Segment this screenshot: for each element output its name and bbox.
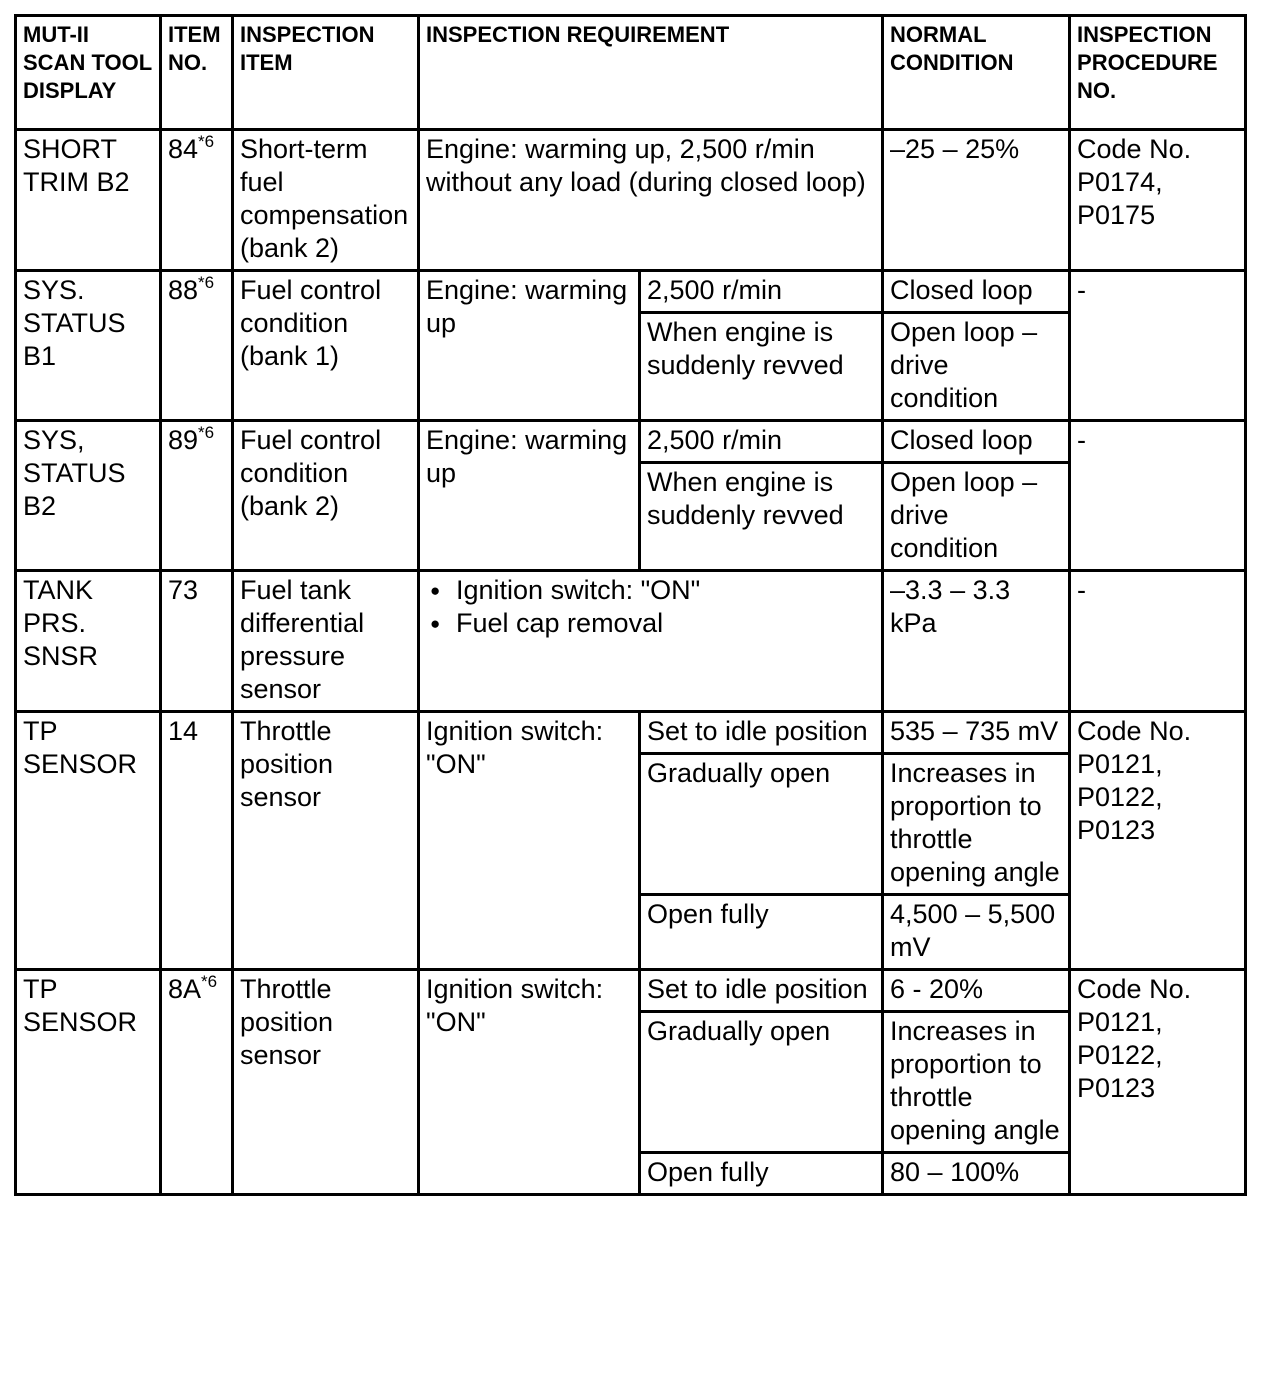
cell-item: Short-term fuel compensation (bank 2) — [233, 130, 419, 271]
cell-display: TANK PRS. SNSR — [16, 571, 161, 712]
cell-requirement: Engine: warming up, 2,500 r/min without any load (during closed loop) — [419, 130, 883, 271]
cell-normal: Closed loop — [883, 421, 1070, 463]
cell-normal: Increases in proportion to throttle opening angle — [883, 1012, 1070, 1153]
cell-display: TP SENSOR — [16, 712, 161, 970]
table-row — [16, 271, 1246, 313]
cell-requirement: Engine: warming up — [419, 271, 640, 421]
header-normal: NORMAL CONDITION — [883, 16, 1070, 130]
cell-item: Fuel tank differential pressure sensor — [233, 571, 419, 712]
cell-requirement — [419, 571, 883, 712]
cell-item-no: 89$^{*6}$ — [161, 421, 233, 571]
cell-item: Throttle position sensor — [233, 712, 419, 970]
cell-procedure: Code No. P0121, P0122, P0123 — [1070, 970, 1246, 1195]
cell-condition: When engine is suddenly revved — [640, 463, 883, 571]
cell-condition: When engine is suddenly revved — [640, 313, 883, 421]
cell-normal: –3.3 – 3.3 kPa — [883, 571, 1070, 712]
cell-procedure: Code No. P0121, P0122, P0123 — [1070, 712, 1246, 970]
cell-normal: Open loop – drive condition — [883, 463, 1070, 571]
cell-normal: 535 – 735 mV — [883, 712, 1070, 754]
list-item: ● Fuel cap removal — [456, 607, 875, 640]
header-display: MUT-II SCAN TOOL DISPLAY — [16, 16, 161, 130]
cell-item-no: 84$^{*6}$ — [161, 130, 233, 271]
cell-requirement: Ignition switch: "ON" — [419, 712, 640, 970]
cell-condition: Open fully — [640, 895, 883, 970]
cell-requirement: Ignition switch: "ON" — [419, 970, 640, 1195]
requirement-list — [426, 574, 875, 640]
cell-display: SYS, STATUS B2 — [16, 421, 161, 571]
table-row — [16, 970, 1246, 1012]
cell-item-no: $8A^{*6}$ — [161, 970, 233, 1195]
header-item-no: ITEM NO. — [161, 16, 233, 130]
header-procedure: INSPECTION PROCEDURE NO. — [1070, 16, 1246, 130]
cell-condition: Gradually open — [640, 1012, 883, 1153]
cell-normal: 80 – 100% — [883, 1153, 1070, 1195]
cell-normal: Open loop – drive condition — [883, 313, 1070, 421]
header-row — [16, 16, 1246, 130]
cell-item: Fuel control condition (bank 2) — [233, 421, 419, 571]
table-row — [16, 130, 1246, 271]
cell-condition: 2,500 r/min — [640, 421, 883, 463]
cell-item: Fuel control condition (bank 1) — [233, 271, 419, 421]
cell-item: Throttle position sensor — [233, 970, 419, 1195]
inspection-table — [14, 14, 1247, 1196]
cell-item-no: 88$^{*6}$ — [161, 271, 233, 421]
cell-requirement: Engine: warming up — [419, 421, 640, 571]
cell-condition: Open fully — [640, 1153, 883, 1195]
cell-normal: Increases in proportion to throttle opening angle — [883, 754, 1070, 895]
table-row — [16, 571, 1246, 712]
cell-display: SYS. STATUS B1 — [16, 271, 161, 421]
footnote-mark: *6 — [198, 132, 215, 151]
footnote-mark: *6 — [198, 423, 215, 442]
cell-normal: Closed loop — [883, 271, 1070, 313]
cell-condition: Set to idle position — [640, 970, 883, 1012]
cell-procedure: - — [1070, 421, 1246, 571]
cell-condition: Set to idle position — [640, 712, 883, 754]
header-requirement: INSPECTION REQUIREMENT — [419, 16, 883, 130]
cell-procedure: - — [1070, 571, 1246, 712]
table-row — [16, 421, 1246, 463]
cell-item-no: 73 — [161, 571, 233, 712]
table-row — [16, 712, 1246, 754]
cell-condition: 2,500 r/min — [640, 271, 883, 313]
cell-normal: 4,500 – 5,500 mV — [883, 895, 1070, 970]
cell-display: TP SENSOR — [16, 970, 161, 1195]
cell-procedure: - — [1070, 271, 1246, 421]
cell-display: SHORT TRIM B2 — [16, 130, 161, 271]
footnote-mark: *6 — [201, 972, 218, 991]
list-item: ● Ignition switch: "ON" — [456, 574, 875, 607]
cell-normal: 6 - 20% — [883, 970, 1070, 1012]
footnote-mark: *6 — [198, 273, 215, 292]
header-item: INSPECTION ITEM — [233, 16, 419, 130]
cell-condition: Gradually open — [640, 754, 883, 895]
cell-item-no: 14 — [161, 712, 233, 970]
cell-normal: –25 – 25% — [883, 130, 1070, 271]
cell-procedure: Code No. P0174, P0175 — [1070, 130, 1246, 271]
